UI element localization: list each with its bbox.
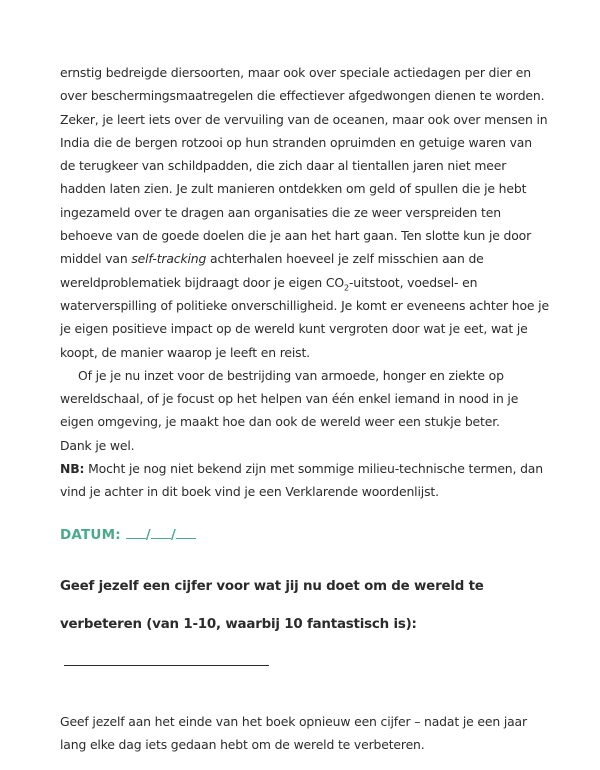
closing-text: Geef jezelf aan het einde van het boek opnieuw een cijfer – nadat je een jaar lang elke dag iets gedaan hebt om de wereld te verbeteren. [60, 713, 527, 752]
self-tracking-term: self-tracking [131, 251, 207, 267]
date-field [60, 526, 550, 543]
paragraph-1-part-1: ernstig bedreigde diersoorten, maar ook over speciale actiedagen per dier en over beschermingsmaatregelen die effectiever afgedwongen dienen te worden. Zeker, je leert iets over de vervuiling van de oceanen, maar ook over mensen in India die de bergen rotzooi op hun stranden opruimden en getuige waren van de terugkeer van schildpadden, die zich daar al tientallen jaren niet meer hadden laten zien. Je zult manieren ontdekken om geld of spullen die je hebt ingezameld over te dragen aan organisaties die ze weer verspreiden ten behoeve van de goede doelen die je aan het hart gaan. Ten slotte kun je door middel van [60, 65, 548, 267]
intro-text [60, 61, 550, 504]
date-separator-1: / [145, 526, 151, 543]
rating-answer-line[interactable] [64, 653, 269, 666]
paragraph-1-part-2: achterhalen hoeveel je zelf misschien aan de wereldproblematiek bijdraagt door je eigen CO [60, 251, 484, 290]
nb-note [60, 457, 550, 504]
rating-question [60, 568, 550, 682]
paragraph-2: Of je je nu inzet voor de bestrijding van armoede, honger en ziekte op wereldschaal, of je focust op het helpen van één enkel iemand in nood in je eigen omgeving, je maakt hoe dan ook de wereld weer een stukje beter. [60, 367, 519, 430]
day-blank[interactable] [126, 526, 146, 539]
book-page [60, 61, 550, 756]
date-separator-2: / [170, 526, 176, 543]
nb-text: Mocht je nog niet bekend zijn met sommige milieu-technische termen, dan vind je achter in dit boek vind je een Verklarende woordenlijst. [60, 461, 543, 500]
thanks-line: Dank je wel. [60, 437, 135, 453]
month-blank[interactable] [151, 526, 171, 539]
year-blank[interactable] [176, 526, 196, 539]
date-label: DATUM: [60, 526, 121, 543]
paragraph-1-part-3: -uitstoot, voedsel- en waterverspilling of politieke onverschilligheid. Je komt er eveneens achter hoe je je eigen positieve impact op de wereld kunt vergroten door wat je eet, wat je koopt, de manier waarop je leeft en reist. [60, 274, 549, 360]
nb-label: NB: [60, 461, 85, 477]
rating-question-text: Geef jezelf een cijfer voor wat jij nu doet om de wereld te verbeteren (van 1-10, waarbij 10 fantastisch is): [60, 578, 484, 632]
co2-subscript: 2 [344, 283, 349, 293]
paragraph-1 [60, 61, 550, 364]
